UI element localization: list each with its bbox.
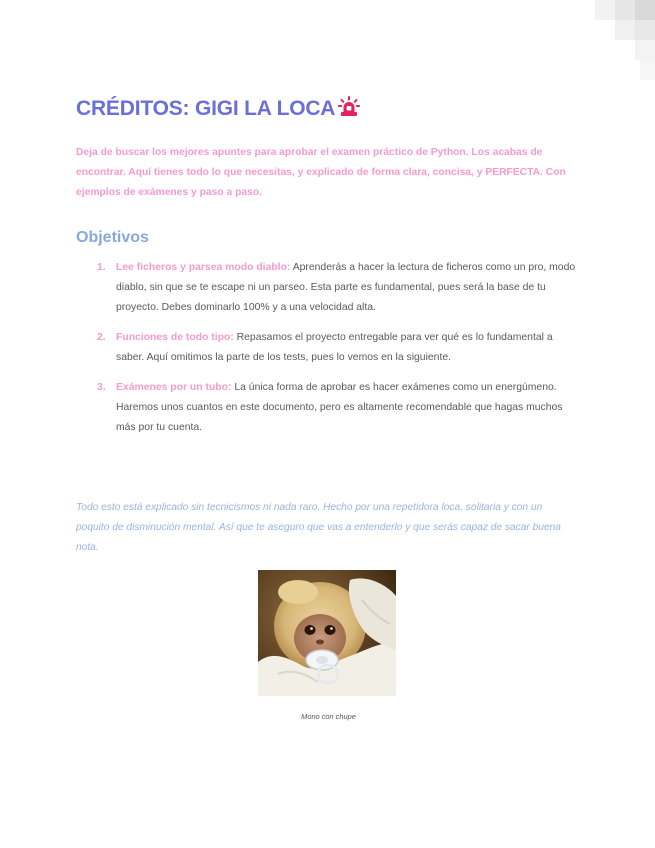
objective-lead: Funciones de todo tipo:	[116, 332, 234, 343]
page-title-text: CRÉDITOS: GIGI LA LOCA	[76, 97, 336, 120]
objective-lead: Lee ficheros y parsea modo diablo:	[116, 262, 291, 273]
page-title	[76, 96, 360, 123]
objective-text: Repasamos el proyecto entregable para ver qué es lo fundamental a saber. Aquí omitimos la parte de los tests, pues lo vemos en la siguiente.	[116, 332, 553, 363]
rotating-light-icon	[338, 96, 360, 123]
objective-item	[76, 378, 576, 438]
corner-decoration	[545, 0, 655, 100]
image-caption: Mono con chupe	[301, 712, 356, 721]
objective-number: 1.	[97, 262, 106, 273]
intro-paragraph: Deja de buscar los mejores apuntes para aprobar el examen práctico de Python. Los acabas de encontrar. Aquí tienes todo lo que necesitas, y explicado de forma clara, concisa, y PERFECTA. Con ejemplos de exámenes y paso a paso.	[76, 147, 566, 198]
monkey-photo	[258, 570, 396, 696]
section-heading: Objetivos	[76, 229, 149, 246]
objective-number: 2.	[97, 332, 106, 343]
note-paragraph: Todo esto está explicado sin tecnicismos ni nada raro. Hecho por una repetidora loca, solitaria y con un poquito de disminución mental. Así que te aseguro que vas a entenderlo y que serás capaz de sacar buena nota.	[76, 502, 561, 553]
objective-number: 3.	[97, 382, 106, 393]
objective-text: La única forma de aprobar es hacer exámenes como un energúmeno. Haremos unos cuantos en este documento, pero es altamente recomendable que hagas muchos más por tu cuenta.	[116, 382, 563, 433]
objectives-list	[76, 258, 576, 448]
objective-item	[76, 258, 576, 318]
objective-item	[76, 328, 576, 368]
objective-text: Aprenderás a hacer la lectura de ficheros como un pro, modo diablo, sin que se te escape ni un parseo. Esta parte es fundamental, pues será la base de tu proyecto. Debes dominarlo 100% y a una velocidad alta.	[116, 262, 576, 313]
objective-lead: Exámenes por un tubo:	[116, 382, 232, 393]
